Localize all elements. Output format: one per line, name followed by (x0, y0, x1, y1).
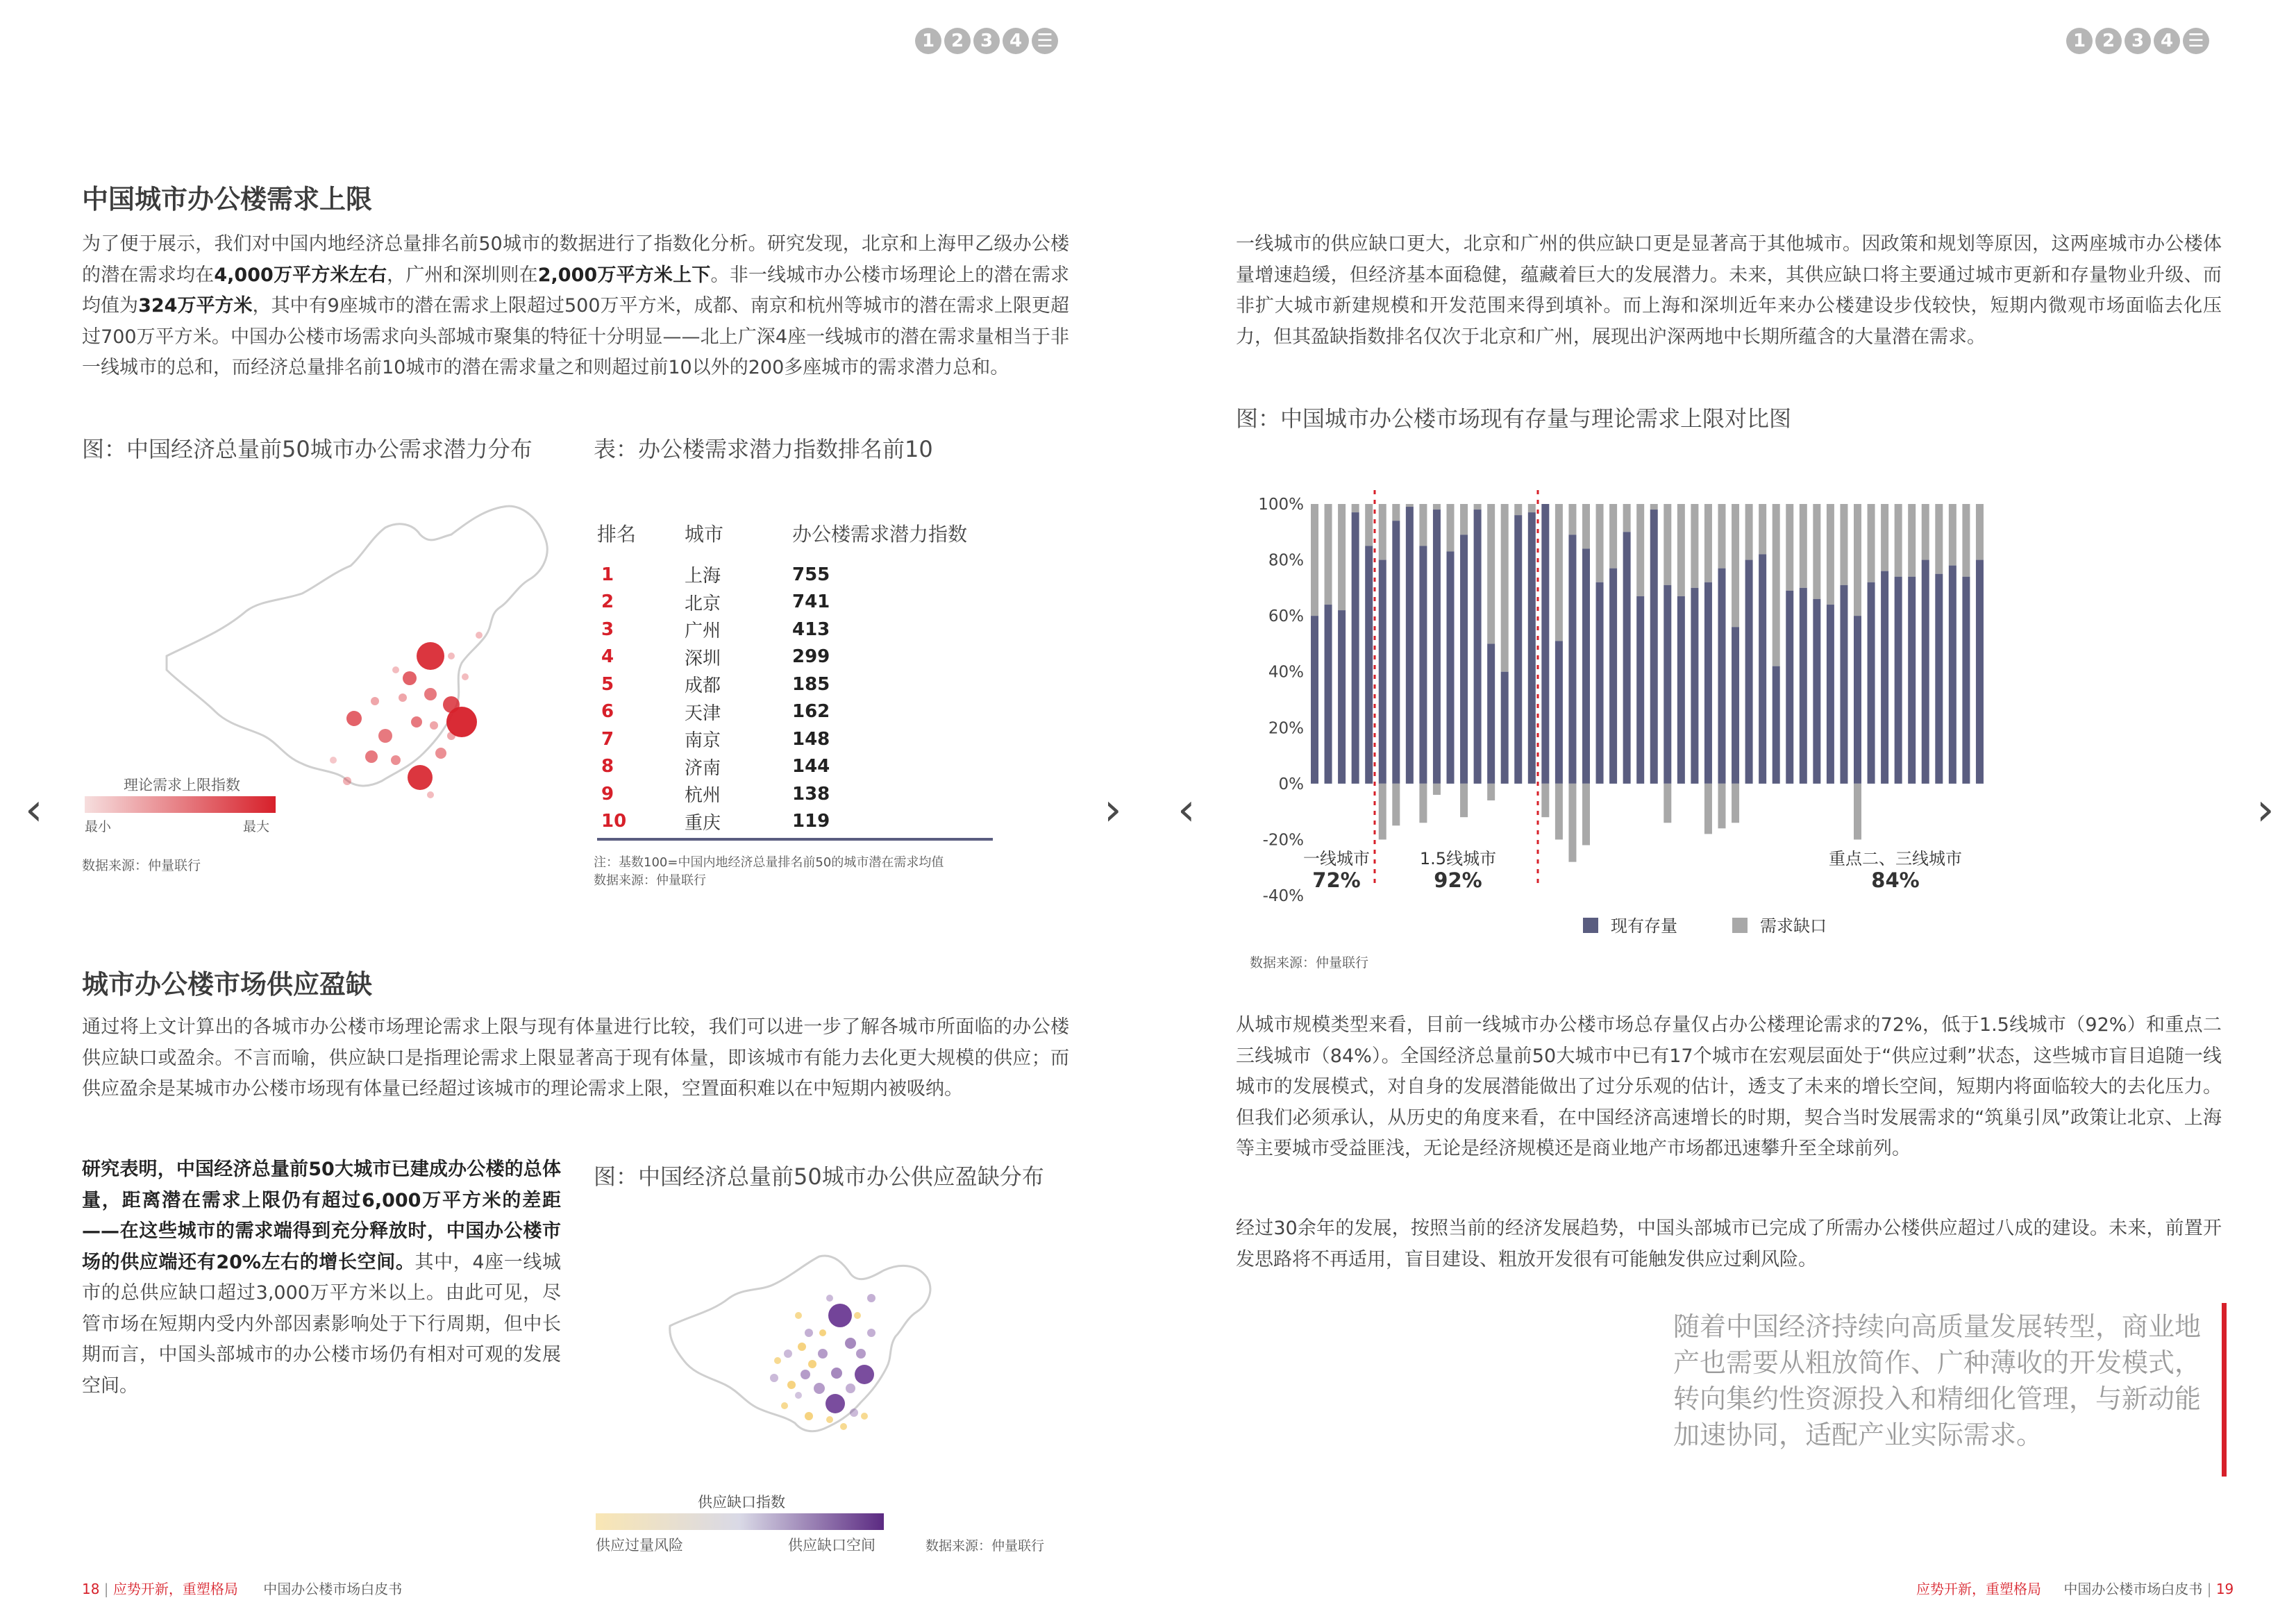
bar-stock (1325, 605, 1332, 784)
city-bubble (371, 697, 379, 705)
chart-source: 数据来源：仲量联行 (1250, 955, 1369, 970)
bar-gap (1379, 504, 1386, 560)
table-cell-value: 119 (792, 811, 830, 832)
bar-gap (1555, 504, 1563, 641)
bar-stock (1596, 582, 1604, 784)
city-bubble (826, 1394, 845, 1413)
table-row (597, 616, 967, 644)
city-bubble (430, 721, 438, 730)
bar-gap (1609, 504, 1617, 569)
bar-stock (1568, 535, 1576, 784)
nav-dots-left (915, 28, 1058, 54)
bar-gap (1759, 504, 1766, 555)
pull-quote: 随着中国经济持续向高质量发展转型，商业地产也需要从粗放简作、广种薄收的开发模式，转向集约性资源投入和精细化管理，与新动能加速协同，适配产业实际需求。 (1673, 1311, 2202, 1450)
chart-legend (1583, 916, 1827, 936)
city-bubble (378, 729, 392, 743)
city-bubble (391, 755, 401, 765)
group-label: 1.5线城市 (1419, 849, 1497, 868)
city-bubble (476, 632, 483, 639)
table-row (597, 725, 967, 753)
city-bubble (826, 1295, 833, 1302)
table-bottom-rule (597, 838, 993, 841)
bar-gap (1962, 504, 1970, 577)
bar-gap (1433, 504, 1441, 510)
bar-stock (1691, 588, 1698, 784)
bar-gap (1800, 504, 1807, 588)
city-bubble (845, 1338, 856, 1349)
city-bubble (770, 1374, 778, 1382)
bar-gap (1677, 504, 1685, 596)
table-cell-rank: 10 (601, 811, 627, 832)
bar-gap (1406, 504, 1414, 507)
group-label: 一线城市 (1303, 849, 1370, 868)
bar-stock (1827, 605, 1834, 784)
city-bubble (819, 1329, 826, 1336)
bar-stock (1962, 577, 1970, 784)
bar-gap (1501, 504, 1509, 672)
supply-bold-paragraph: 研究表明，中国经济总量前50大城市已建成办公楼的总体量，距离潜在需求上限仍有超过6,000万平方米的差距——在这些城市的需求端得到充分释放时，中国办公楼市场的供应端还有20%左右的增长空间。其中，4座一线城市的总供应缺口超过3,000万平方米以上。由此可见，尽管市场在短期内受内外部因素影响处于下行周期，但中长期而言，中国头部城市的办公楼市场仍有相对可观的发展空间。 (82, 1159, 561, 1397)
bar-gap (1514, 504, 1522, 515)
city-bubble (343, 777, 351, 785)
table-source: 数据来源：仲量联行 (594, 873, 706, 888)
nav-dots-right (2066, 28, 2209, 54)
bar-gap (1582, 504, 1590, 548)
nav-dot-1[interactable]: 1 (915, 28, 941, 54)
table-cell-city: 上海 (685, 566, 721, 587)
bar-stock (1840, 585, 1847, 784)
y-tick-label: 20% (1268, 719, 1304, 738)
next-page-arrow-right-icon[interactable]: › (2256, 784, 2274, 836)
bar-stock (1447, 551, 1455, 783)
y-tick-label: 80% (1268, 551, 1304, 570)
table-cell-value: 138 (792, 783, 830, 805)
y-tick-label: -40% (1262, 887, 1304, 905)
bar-gap (1854, 504, 1861, 616)
city-bubble (392, 666, 399, 673)
bar-gap (1732, 504, 1739, 627)
city-bubble (850, 1408, 858, 1417)
city-bubble (795, 1312, 802, 1319)
city-bubble (417, 642, 444, 670)
city-bubble (805, 1329, 813, 1337)
city-bubble (448, 653, 455, 659)
bar-gap (1840, 504, 1847, 585)
bar-stock (1759, 555, 1766, 784)
map1-legend-gradient (85, 796, 276, 813)
table-cell-value: 741 (792, 591, 830, 613)
city-bubble (808, 1360, 816, 1368)
bar-gap (1908, 504, 1916, 577)
bar-stock (1908, 577, 1916, 784)
table-cell-city: 济南 (685, 757, 721, 779)
bar-surplus (1664, 784, 1671, 823)
bar-stock (1813, 599, 1820, 784)
table-row (597, 589, 967, 616)
legend-swatch-gap (1732, 918, 1748, 933)
bar-gap (1311, 504, 1318, 616)
city-bubble (784, 1349, 792, 1358)
map1-legend-min: 最小 (85, 819, 112, 834)
bar-stock (1881, 571, 1888, 784)
city-bubble (447, 732, 455, 740)
city-bubble (443, 696, 460, 713)
bar-stock (1609, 569, 1617, 784)
bar-surplus (1419, 784, 1427, 823)
city-bubble (798, 1343, 806, 1351)
y-tick-label: -20% (1262, 831, 1304, 850)
bar-surplus (1854, 784, 1861, 840)
city-bubble (462, 673, 469, 680)
table-cell-value: 185 (792, 673, 830, 695)
table-cell-city: 重庆 (685, 812, 721, 834)
next-page-arrow-icon[interactable]: › (1104, 784, 1122, 836)
city-bubble (856, 1349, 866, 1359)
bar-gap (1474, 504, 1482, 510)
table-cell-city: 成都 (685, 675, 721, 697)
figure-title-stock-demand: 图：中国城市办公楼市场现有存量与理论需求上限对比图 (1236, 405, 1792, 432)
china-supply-map (663, 1250, 1010, 1486)
table-cell-rank: 3 (601, 619, 614, 640)
table-cell-city: 广州 (685, 621, 721, 642)
bar-stock (1718, 569, 1726, 784)
city-bubble (861, 1413, 868, 1420)
bar-stock (1419, 546, 1427, 783)
table-cell-value: 162 (792, 701, 830, 723)
bar-gap (1827, 504, 1834, 605)
footer-right-doc-title: 中国办公楼市场白皮书 (2063, 1581, 2203, 1597)
bar-gap (1868, 504, 1875, 582)
bar-stock (1868, 582, 1875, 784)
table-note: 注：基数100=中国内地经济总量排名前50的城市潜在需求均值 (594, 855, 944, 870)
nav-dot-3[interactable]: 3 (973, 28, 1000, 54)
y-tick-label: 60% (1268, 607, 1304, 626)
table-title-top10: 表：办公楼需求潜力指数排名前10 (594, 436, 933, 462)
bar-gap (1447, 504, 1455, 551)
bar-gap (1650, 504, 1658, 510)
city-bubble (403, 671, 417, 685)
bar-stock (1528, 512, 1536, 784)
bar-stock (1745, 560, 1753, 784)
bar-stock (1704, 582, 1712, 784)
bar-gap (1487, 504, 1495, 644)
bar-stock (1786, 591, 1793, 784)
table-cell-city: 南京 (685, 730, 721, 752)
city-bubble (365, 750, 378, 763)
nav-dot-2[interactable]: 2 (944, 28, 971, 54)
table-cell-value: 148 (792, 728, 830, 750)
figure-title-supply-map: 图：中国经济总量前50城市办公供应盈缺分布 (594, 1163, 1044, 1190)
table-row (597, 753, 967, 781)
bar-gap (1419, 504, 1427, 546)
map2-legend-min: 供应过量风险 (596, 1537, 683, 1554)
footer-right: 应势开新，重塑格局 中国办公楼市场白皮书 | 19 (1916, 1581, 2234, 1597)
bar-gap (1325, 504, 1332, 605)
bar-gap (1664, 504, 1671, 585)
group-value: 72% (1312, 868, 1361, 892)
supply-paragraph: 通过将上文计算出的各城市办公楼市场理论需求上限与现有体量进行比较，我们可以进一步了解各城市所面临的办公楼供应缺口或盈余。不言而喻，供应缺口是指理论需求上限显著高于现有体量，即该城市有能力去化更大规模的供应；而供应盈余是某城市办公楼市场现有体量已经超过该城市的理论需求上限，空置面积难以在中短期内被吸纳。 (82, 1016, 1069, 1100)
bar-stock (1541, 504, 1549, 784)
bar-stock (1636, 596, 1644, 784)
legend-label-stock: 现有存量 (1611, 916, 1677, 936)
city-bubble (408, 765, 433, 790)
bar-surplus (1555, 784, 1563, 840)
table-cell-rank: 2 (601, 591, 614, 613)
bar-stock (1800, 588, 1807, 784)
table-cell-rank: 4 (601, 646, 614, 668)
prev-page-arrow-icon[interactable]: ‹ (25, 784, 43, 836)
table-cell-city: 杭州 (685, 785, 721, 807)
map1-legend-max: 最大 (243, 819, 270, 834)
bar-stock (1895, 577, 1902, 784)
city-bubble (399, 693, 407, 702)
city-bubble (805, 1412, 813, 1420)
city-bubble (781, 1402, 788, 1409)
right-paragraph-2: 从城市规模类型来看，目前一线城市办公楼市场总存量仅占办公楼理论需求的72%，低于1.5线城市（92%）和重点二三线城市（84%）。全国经济总量前50大城市中已有17个城市在宏观层面处于“供应过剩”状态，这些城市盲目追随一线城市的发展模式，对自身的发展潜能做出了过分乐观的估计，透支了未来的增长空间，短期内将面临较大的去化压力。但我们必须承认，从历史的角度来看，在中国经济高速增长的时期，契合当时发展需求的“筑巢引凤”政策让北京、上海等主要城市受益匪浅，无论是经济规模还是商业地产市场都迅速攀升至全球前列。 (1236, 1014, 2222, 1159)
right-paragraph-1: 一线城市的供应缺口更大，北京和广州的供应缺口更是显著高于其他城市。因政策和规划等原因，这两座城市办公楼体量增速趋缓，但经济基本面稳健，蕴藏着巨大的发展潜力。未来，其供应缺口将主要通过城市更新和存量物业升级、而非扩大城市新建规模和开发范围来得到填补。而上海和深圳近年来办公楼建设步伐较快，短期内微观市场面临去化压力，但其盈缺指数排名仅次于北京和广州，展现出沪深两地中长期所蕴含的大量潜在需求。 (1236, 233, 2222, 348)
nav-dot-1[interactable]: 1 (2066, 28, 2093, 54)
bar-surplus (1433, 784, 1441, 795)
bar-stock (1650, 510, 1658, 784)
map2-legend-gradient (596, 1513, 884, 1530)
bar-gap (1895, 504, 1902, 577)
bar-stock (1474, 510, 1482, 784)
bar-stock (1514, 515, 1522, 784)
city-bubble (855, 1365, 874, 1384)
bar-gap (1623, 504, 1631, 532)
bar-surplus (1582, 784, 1590, 846)
bar-surplus (1460, 784, 1468, 817)
bar-stock (1949, 566, 1956, 784)
bar-surplus (1487, 784, 1495, 800)
table-row (597, 808, 967, 836)
ranking-table-wrap (597, 519, 993, 841)
figure-title-demand-map: 图：中国经济总量前50城市办公需求潜力分布 (82, 436, 533, 462)
bar-gap (1691, 504, 1698, 588)
table-cell-rank: 7 (601, 728, 614, 750)
bar-gap (1568, 504, 1576, 535)
table-cell-value: 413 (792, 619, 830, 640)
city-bubble (826, 1416, 833, 1423)
legend-swatch-stock (1583, 918, 1598, 933)
nav-dot-4[interactable]: 4 (1003, 28, 1029, 54)
table-row (597, 698, 967, 726)
bar-surplus (1568, 784, 1576, 862)
map2-legend-title: 供应缺口指数 (698, 1494, 785, 1511)
table-cell-rank: 6 (601, 701, 614, 723)
city-bubble (854, 1312, 861, 1319)
city-bubble (411, 716, 422, 728)
bar-stock (1664, 585, 1671, 784)
prev-page-arrow-right-icon[interactable]: ‹ (1178, 784, 1196, 836)
bar-stock (1555, 641, 1563, 783)
bar-stock (1935, 574, 1943, 784)
city-bubble (435, 748, 446, 759)
city-bubble (867, 1294, 875, 1302)
bar-gap (1976, 504, 1984, 560)
y-tick-label: 100% (1258, 496, 1304, 514)
section-title-supply: 城市办公楼市场供应盈缺 (82, 969, 373, 1000)
bar-gap (1636, 504, 1644, 596)
bar-stock (1379, 560, 1386, 784)
th-index: 办公楼需求潜力指数 (792, 523, 968, 546)
nav-dot-5[interactable]: ☰ (1032, 28, 1058, 54)
footer-right-page-number: 19 (2215, 1581, 2234, 1597)
table-row (597, 644, 967, 671)
bar-stock (1487, 644, 1495, 783)
section-title-demand: 中国城市办公楼需求上限 (82, 184, 373, 215)
y-tick-label: 40% (1268, 663, 1304, 682)
nav-dot-5[interactable]: ☰ (2183, 28, 2209, 54)
city-bubble (846, 1384, 855, 1393)
bar-gap (1813, 504, 1820, 599)
bar-surplus (1392, 784, 1400, 825)
table-row (597, 780, 967, 808)
bar-gap (1704, 504, 1712, 582)
table-cell-city: 天津 (685, 703, 721, 724)
city-bubble (346, 711, 362, 726)
bar-gap (1718, 504, 1726, 569)
bar-stock (1732, 627, 1739, 784)
th-rank: 排名 (597, 523, 637, 546)
footer-doc-title: 中国办公楼市场白皮书 (263, 1581, 403, 1597)
bar-gap (1365, 504, 1373, 546)
city-bubble (814, 1383, 825, 1394)
bar-surplus (1732, 784, 1739, 823)
table-cell-value: 755 (792, 564, 830, 585)
bar-gap (1392, 504, 1400, 521)
nav-dot-4[interactable]: 4 (2154, 28, 2180, 54)
table-cell-city: 北京 (685, 593, 721, 614)
table-cell-rank: 1 (601, 564, 614, 585)
map2-source: 数据来源：仲量联行 (925, 1538, 1045, 1554)
group-value: 84% (1871, 868, 1920, 892)
footer-left: 18 | 应势开新，重塑格局 中国办公楼市场白皮书 (82, 1581, 403, 1597)
footer-right-slogan: 应势开新，重塑格局 (1916, 1581, 2041, 1597)
bar-stock (1623, 532, 1631, 784)
bar-surplus (1704, 784, 1712, 834)
group-label: 重点二、三线城市 (1829, 849, 1962, 868)
bar-stock (1501, 672, 1509, 784)
bar-stock (1365, 546, 1373, 783)
footer-slogan: 应势开新，重塑格局 (112, 1581, 238, 1597)
table-cell-rank: 5 (601, 673, 614, 695)
table-row (597, 561, 967, 589)
city-bubble (867, 1329, 875, 1337)
bar-stock (1677, 596, 1685, 784)
table-cell-city: 深圳 (685, 648, 721, 669)
city-bubble (427, 791, 434, 798)
china-outline-1 (167, 506, 547, 786)
bar-stock (1392, 521, 1400, 784)
bar-stock (1773, 666, 1780, 784)
city-bubble (795, 1392, 802, 1399)
bar-stock (1854, 616, 1861, 784)
legend-label-gap: 需求缺口 (1760, 916, 1827, 936)
right-paragraph-3: 经过30余年的发展，按照当前的经济发展趋势，中国头部城市已完成了所需办公楼供应超过八成的建设。未来，前置开发思路将不再适用，盲目建设、粗放开发很有可能触发供应过剩风险。 (1236, 1218, 2222, 1270)
ranking-table (597, 519, 967, 835)
table-cell-rank: 8 (601, 756, 614, 777)
bar-stock (1311, 616, 1318, 784)
table-row (597, 671, 967, 698)
bar-gap (1745, 504, 1753, 560)
bar-gap (1786, 504, 1793, 591)
bar-gap (1596, 504, 1604, 582)
city-bubble (840, 1423, 847, 1430)
map1-legend-title: 理论需求上限指数 (124, 777, 240, 793)
bar-gap (1922, 504, 1929, 560)
bar-stock (1922, 560, 1929, 784)
footer-page-number: 18 (82, 1581, 100, 1597)
city-bubble (774, 1357, 781, 1364)
city-bubble (330, 757, 337, 764)
pull-quote-bar (2222, 1303, 2227, 1477)
table-cell-value: 299 (792, 646, 830, 668)
bar-gap (1949, 504, 1956, 566)
bar-stock (1460, 535, 1468, 784)
bar-stock (1433, 510, 1441, 784)
bar-stock (1352, 512, 1359, 784)
bar-surplus (1541, 784, 1549, 817)
bar-gap (1352, 504, 1359, 512)
bar-gap (1338, 504, 1346, 610)
map1-source: 数据来源：仲量联行 (82, 858, 201, 873)
bar-gap (1460, 504, 1468, 535)
y-tick-label: 0% (1278, 775, 1304, 793)
city-bubble (831, 1368, 842, 1379)
stock-demand-chart (1236, 479, 2222, 951)
nav-dot-2[interactable]: 2 (2095, 28, 2122, 54)
table-cell-rank: 9 (601, 783, 614, 805)
bar-stock (1406, 507, 1414, 784)
bar-stock (1338, 610, 1346, 784)
bar-gap (1881, 504, 1888, 571)
city-bubble (828, 1304, 852, 1327)
bar-surplus (1379, 784, 1386, 840)
table-cell-value: 144 (792, 756, 830, 777)
city-bubble (787, 1381, 796, 1389)
bar-surplus (1718, 784, 1726, 828)
bar-gap (1935, 504, 1943, 574)
bar-gap (1528, 504, 1536, 512)
bar-stock (1976, 560, 1984, 784)
bar-gap (1773, 504, 1780, 666)
map2-legend-max: 供应缺口空间 (788, 1537, 875, 1554)
city-bubble (801, 1370, 810, 1379)
city-bubble (818, 1349, 828, 1359)
th-city: 城市 (685, 523, 724, 546)
bar-stock (1582, 548, 1590, 783)
city-bubble (424, 688, 437, 700)
group-value: 92% (1434, 868, 1482, 892)
nav-dot-3[interactable]: 3 (2125, 28, 2151, 54)
demand-paragraph: 为了便于展示，我们对中国内地经济总量排名前50城市的数据进行了指数化分析。研究发现，北京和上海甲乙级办公楼的潜在需求均在4,000万平方米左右，广州和深圳则在2,000万平方米上下。非一线城市办公楼市场理论上的潜在需求均值为324万平方米，其中有9座城市的潜在需求上限超过500万平方米，成都、南京和杭州等城市的潜在需求上限更超过700万平方米。中国办公楼市场需求向头部城市聚集的特征十分明显——北上广深4座一线城市的潜在需求量相当于非一线城市的总和，而经济总量排名前10城市的潜在需求量之和则超过前10以外的200多座城市的需求潜力总和。 (82, 233, 1070, 378)
